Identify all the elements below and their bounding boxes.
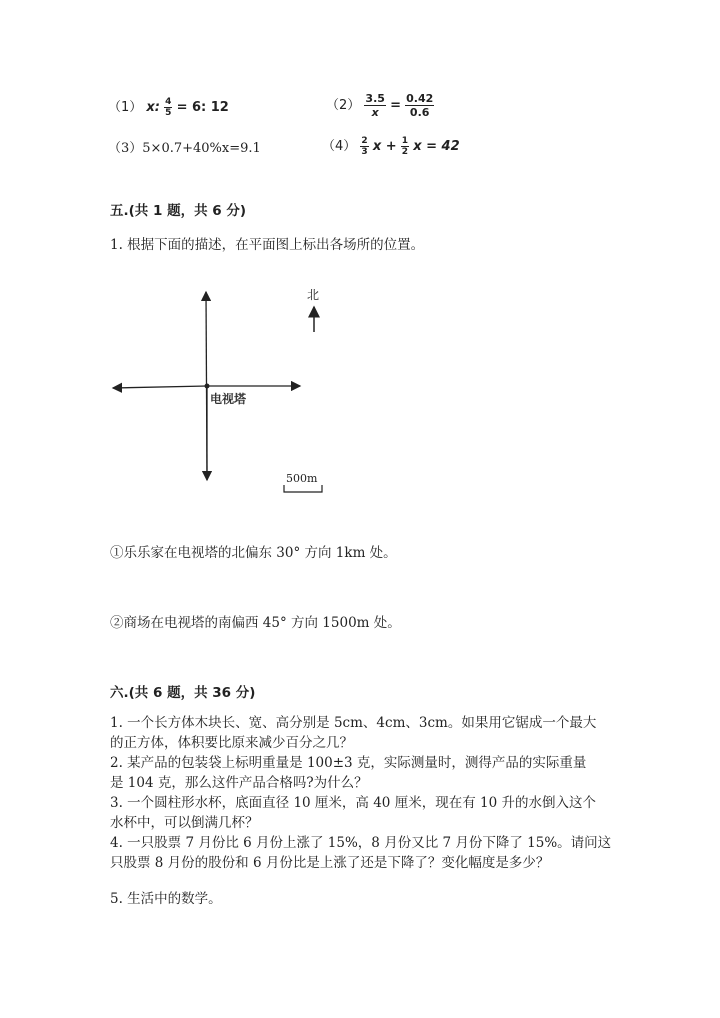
section-6-heading: 六.(共 6 题，共 36 分) xyxy=(110,685,256,701)
question-line: 的正方体，体积要比原来减少百分之几？ xyxy=(110,735,353,751)
denominator: 5 xyxy=(165,108,172,118)
question-line: 2. 某产品的包装袋上标明重量是 100±3 克，实际测量时，测得产品的实际重量 xyxy=(110,755,587,771)
denominator: x xyxy=(371,106,379,119)
equation-rhs: = 6: 12 xyxy=(176,100,229,115)
fraction xyxy=(364,92,386,119)
section-6-questions xyxy=(110,713,630,873)
denominator: 0.6 xyxy=(409,106,430,119)
position-diagram xyxy=(100,270,350,500)
equation-text: 5×0.7+40%x=9.1 xyxy=(142,141,261,156)
fraction xyxy=(360,136,368,157)
equation-4 xyxy=(322,135,460,157)
numerator: 3.5 xyxy=(365,92,385,105)
scale-bar xyxy=(284,485,322,492)
equals-sign: = xyxy=(390,98,401,113)
equation-label: （1） xyxy=(108,100,143,115)
fraction xyxy=(401,136,409,157)
question-line: 是 104 克，那么这件产品合格吗?为什么？ xyxy=(110,775,368,791)
question-line: 4. 一只股票 7 月份比 6 月份上涨了 15%，8 月份又比 7 月份下降了 15%。请问这 xyxy=(110,835,612,851)
denominator: 3 xyxy=(361,147,368,157)
section-5-heading: 五.(共 1 题，共 6 分) xyxy=(110,203,247,219)
equation-label: （3） xyxy=(108,141,143,156)
question-line: 水杯中，可以倒满几杯？ xyxy=(110,815,259,831)
numerator: 1 xyxy=(401,136,409,146)
equation-rhs: x = 42 xyxy=(413,139,460,154)
equation-1 xyxy=(108,96,229,118)
section-5-item-2: ②商场在电视塔的南偏西 45° 方向 1500m 处。 xyxy=(110,615,401,631)
equation-label: （2） xyxy=(326,98,361,113)
equation-3 xyxy=(108,137,261,156)
question-line: 1. 一个长方体木块长、宽、高分别是 5cm、4cm、3cm。如果用它锯成一个最大 xyxy=(110,715,597,731)
equation-term: x + xyxy=(372,139,397,154)
equation-lhs: x: xyxy=(146,100,161,115)
fraction xyxy=(405,92,434,119)
question-line: 3. 一个圆柱形水杯，底面直径 10 厘米，高 40 厘米，现在有 10 升的水倒入这个 xyxy=(110,795,596,811)
numerator: 2 xyxy=(361,136,368,146)
section-6-question-5: 5. 生活中的数学。 xyxy=(110,891,222,907)
tv-tower-label: 电视塔 xyxy=(210,392,247,406)
numerator: 4 xyxy=(165,97,172,107)
scale-label: 500m xyxy=(286,472,318,485)
west-axis xyxy=(113,386,207,388)
equation-label: （4） xyxy=(322,139,357,154)
section-5-question: 1. 根据下面的描述，在平面图上标出各场所的位置。 xyxy=(110,237,425,253)
north-label: 北 xyxy=(307,288,320,302)
numerator: 0.42 xyxy=(406,92,434,105)
denominator: 2 xyxy=(401,147,409,157)
fraction xyxy=(164,97,172,118)
section-5-item-1: ①乐乐家在电视塔的北偏东 30° 方向 1km 处。 xyxy=(110,545,397,561)
tv-tower-point xyxy=(205,384,210,389)
equation-2 xyxy=(326,92,434,119)
question-line: 只股票 8 月份的股份和 6 月份比是上涨了还是下降了？变化幅度是多少？ xyxy=(110,855,550,871)
